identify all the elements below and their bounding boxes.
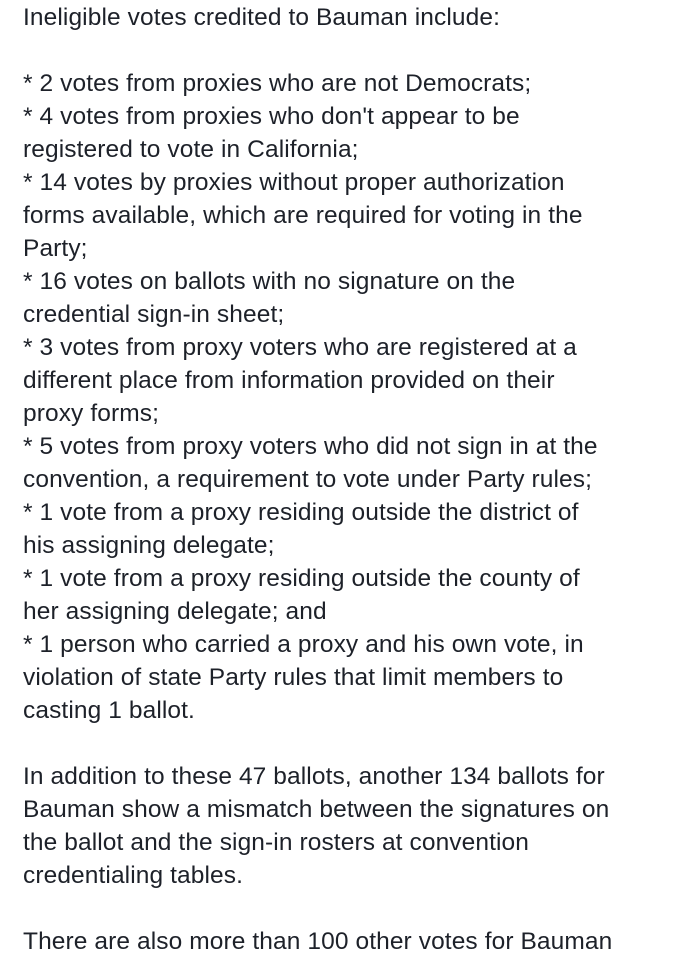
list-item-1-person-cont: casting 1 ballot.: [23, 697, 195, 724]
list-item-4-votes: * 4 votes from proxies who don't appear to be: [23, 103, 520, 130]
list-item-14-votes: * 14 votes by proxies without proper authorization: [23, 169, 565, 196]
list-item-5-votes-cont: convention, a requirement to vote under Party rules;: [23, 466, 593, 493]
paragraph-additional-ballots-cont: the ballot and the sign-in rosters at convention: [23, 829, 529, 856]
list-item-16-votes: * 16 votes on ballots with no signature on the: [23, 268, 516, 295]
list-item-14-votes-cont: Party;: [23, 235, 88, 262]
list-item-1-vote-county-cont: her assigning delegate; and: [23, 598, 327, 625]
paragraph-additional-ballots: In addition to these 47 ballots, another 134 ballots for: [23, 763, 605, 790]
list-item-3-votes-cont: proxy forms;: [23, 400, 159, 427]
list-item-5-votes: * 5 votes from proxy voters who did not sign in at the: [23, 433, 598, 460]
list-item-1-person-cont: violation of state Party rules that limit members to: [23, 664, 564, 691]
list-item-1-vote-district: * 1 vote from a proxy residing outside the district of: [23, 499, 579, 526]
list-item-1-vote-county: * 1 vote from a proxy residing outside the county of: [23, 565, 580, 592]
intro-heading: Ineligible votes credited to Bauman include:: [23, 4, 500, 31]
paragraph-additional-ballots-cont: credentialing tables.: [23, 862, 244, 889]
list-item-16-votes-cont: credential sign-in sheet;: [23, 301, 285, 328]
list-item-1-person: * 1 person who carried a proxy and his own vote, in: [23, 631, 584, 658]
list-item-4-votes-cont: registered to vote in California;: [23, 136, 359, 163]
paragraph-other-votes: There are also more than 100 other votes for Bauman: [23, 928, 613, 955]
list-item-14-votes-cont: forms available, which are required for voting in the: [23, 202, 583, 229]
paragraph-additional-ballots-cont: Bauman show a mismatch between the signatures on: [23, 796, 610, 823]
list-item-2-votes: * 2 votes from proxies who are not Democrats;: [23, 70, 532, 97]
list-item-3-votes-cont: different place from information provided on their: [23, 367, 555, 394]
list-item-3-votes: * 3 votes from proxy voters who are registered at a: [23, 334, 577, 361]
list-item-1-vote-district-cont: his assigning delegate;: [23, 532, 275, 559]
